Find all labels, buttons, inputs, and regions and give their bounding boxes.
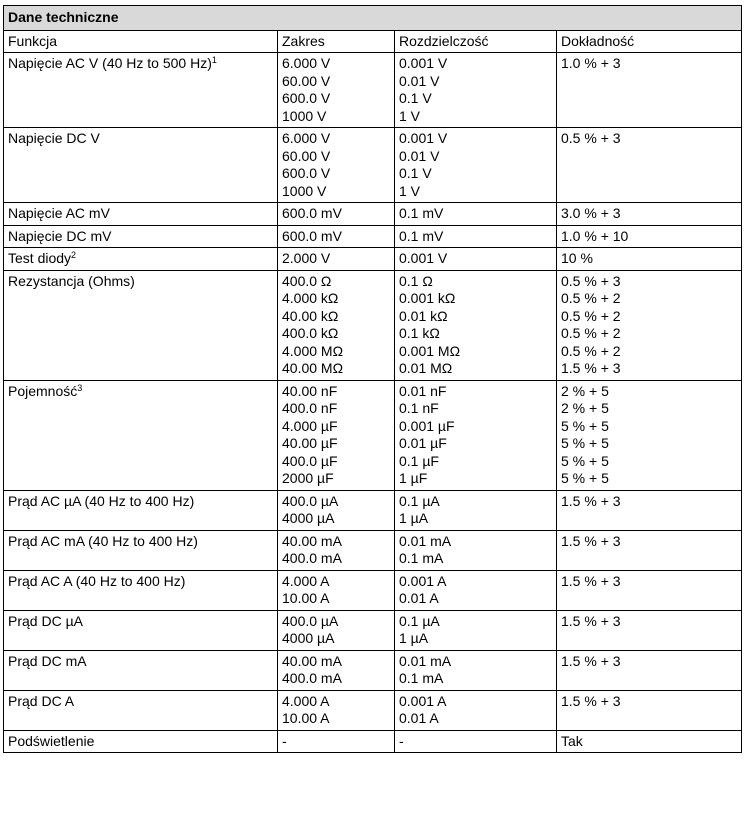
range-value: 400.0 mA <box>282 670 342 686</box>
range-value: 4.000 µF <box>282 417 338 434</box>
accuracy-cell <box>557 248 742 271</box>
function-label: Prąd AC A (40 Hz to 400 Hz) <box>8 572 186 589</box>
resolution-value: 0.1 µA <box>399 492 440 509</box>
range-cell <box>278 248 395 271</box>
range-value: 400.0 kΩ <box>282 325 339 341</box>
resolution-value: 1 µF <box>399 470 428 486</box>
resolution-value: 0.01 kΩ <box>399 307 448 324</box>
resolution-value: 0.1 mV <box>399 227 444 244</box>
accuracy-value: 5 % + 5 <box>561 417 609 434</box>
range-value: 60.00 V <box>282 147 331 164</box>
function-cell <box>4 270 278 380</box>
range-value: 2000 µF <box>282 470 334 486</box>
resolution-value: 0.1 µF <box>399 452 439 469</box>
range-cell <box>278 203 395 226</box>
accuracy-value: 5 % + 5 <box>561 452 609 469</box>
accuracy-value: 5 % + 5 <box>561 470 609 486</box>
resolution-value: 0.01 µF <box>399 435 447 451</box>
resolution-value: 0.01 MΩ <box>399 360 453 376</box>
resolution-value: 0.1 Ω <box>399 272 433 289</box>
range-value: 600.0 mV <box>282 227 342 244</box>
accuracy-value: 1.5 % + 3 <box>561 612 621 629</box>
range-value: 400.0 nF <box>282 400 338 416</box>
table-row <box>4 203 742 226</box>
accuracy-value: 2 % + 5 <box>561 400 609 416</box>
header-accuracy: Dokładność <box>557 30 742 53</box>
resolution-value: 0.01 A <box>399 590 439 606</box>
range-value: 4.000 A <box>282 572 330 589</box>
range-cell <box>278 128 395 203</box>
spec-table-body <box>4 6 742 753</box>
table-row <box>4 610 742 650</box>
table-row <box>4 225 742 248</box>
header-resolution: Rozdzielczość <box>395 30 557 53</box>
accuracy-cell <box>557 53 742 128</box>
range-value: 40.00 nF <box>282 382 338 399</box>
table-row <box>4 248 742 271</box>
footnote-marker: 3 <box>77 382 83 393</box>
resolution-value: 0.1 nF <box>399 400 439 416</box>
resolution-value: 0.001 kΩ <box>399 290 456 306</box>
range-value: 1000 V <box>282 182 327 199</box>
range-cell <box>278 380 395 490</box>
accuracy-cell <box>557 570 742 610</box>
resolution-value: 0.01 mA <box>399 652 452 669</box>
resolution-value: 0.01 mA <box>399 532 452 549</box>
range-cell <box>278 730 395 753</box>
accuracy-value: Tak <box>561 732 583 749</box>
title-row <box>4 6 742 31</box>
accuracy-value: 0.5 % + 2 <box>561 325 621 341</box>
resolution-cell <box>395 203 557 226</box>
range-value: 10.00 A <box>282 590 330 606</box>
resolution-cell <box>395 530 557 570</box>
range-cell <box>278 610 395 650</box>
range-value: 10.00 A <box>282 710 330 726</box>
function-cell <box>4 650 278 690</box>
header-row <box>4 30 742 53</box>
range-cell <box>278 270 395 380</box>
accuracy-cell <box>557 650 742 690</box>
resolution-value: 0.1 mA <box>399 550 444 566</box>
resolution-value: 0.001 V <box>399 130 448 146</box>
range-value: 4.000 kΩ <box>282 290 339 306</box>
function-label: Prąd AC mA (40 Hz to 400 Hz) <box>8 532 198 549</box>
resolution-cell <box>395 730 557 753</box>
table-row <box>4 380 742 490</box>
resolution-cell <box>395 270 557 380</box>
function-label: Prąd AC µA (40 Hz to 400 Hz) <box>8 492 195 509</box>
resolution-cell <box>395 128 557 203</box>
header-function: Funkcja <box>4 30 278 53</box>
range-value: 4000 µA <box>282 630 335 646</box>
function-cell <box>4 610 278 650</box>
accuracy-value: 0.5 % + 3 <box>561 272 621 289</box>
function-cell <box>4 203 278 226</box>
range-cell <box>278 650 395 690</box>
function-label: Pojemność <box>8 382 78 399</box>
function-cell <box>4 225 278 248</box>
range-value: 6.000 V <box>282 130 331 146</box>
accuracy-value: 1.5 % + 3 <box>561 360 621 376</box>
table-row <box>4 128 742 203</box>
table-row <box>4 690 742 730</box>
function-cell <box>4 570 278 610</box>
footnote-marker: 1 <box>211 55 217 65</box>
table-row <box>4 650 742 690</box>
resolution-value: 1 V <box>399 107 421 124</box>
function-label: Prąd DC mA <box>8 652 87 669</box>
accuracy-value: 1.5 % + 3 <box>561 492 621 509</box>
resolution-cell <box>395 610 557 650</box>
accuracy-value: 3.0 % + 3 <box>561 205 621 221</box>
function-cell <box>4 530 278 570</box>
accuracy-value: 1.0 % + 3 <box>561 55 621 71</box>
resolution-value: 0.1 V <box>399 165 432 181</box>
function-cell <box>4 730 278 753</box>
function-label: Napięcie DC V <box>8 130 100 146</box>
resolution-value: - <box>399 732 404 749</box>
function-label: Test diody <box>8 250 72 266</box>
range-value: 2.000 V <box>282 250 331 266</box>
accuracy-value: 2 % + 5 <box>561 382 609 399</box>
resolution-value: 0.01 nF <box>399 382 447 399</box>
accuracy-cell <box>557 203 742 226</box>
table-row <box>4 570 742 610</box>
function-cell <box>4 248 278 271</box>
function-cell <box>4 128 278 203</box>
accuracy-value: 1.5 % + 3 <box>561 532 621 549</box>
spec-table <box>3 5 742 753</box>
resolution-value: 0.1 mV <box>399 205 444 221</box>
table-row <box>4 490 742 530</box>
accuracy-value: 1.0 % + 10 <box>561 227 629 244</box>
function-cell <box>4 380 278 490</box>
resolution-cell <box>395 380 557 490</box>
resolution-cell <box>395 53 557 128</box>
range-value: 400.0 mA <box>282 550 342 566</box>
accuracy-value: 10 % <box>561 250 593 266</box>
accuracy-cell <box>557 270 742 380</box>
table-row <box>4 530 742 570</box>
accuracy-cell <box>557 730 742 753</box>
resolution-cell <box>395 570 557 610</box>
accuracy-cell <box>557 490 742 530</box>
accuracy-cell <box>557 380 742 490</box>
resolution-value: 0.1 kΩ <box>399 325 440 341</box>
function-label: Napięcie AC V (40 Hz to 500 Hz) <box>8 55 212 71</box>
range-value: 600.0 V <box>282 165 331 181</box>
range-cell <box>278 225 395 248</box>
resolution-cell <box>395 490 557 530</box>
range-cell <box>278 570 395 610</box>
function-cell <box>4 690 278 730</box>
accuracy-cell <box>557 225 742 248</box>
function-label: Napięcie AC mV <box>8 205 110 221</box>
range-value: 600.0 mV <box>282 205 342 221</box>
range-cell <box>278 53 395 128</box>
accuracy-value: 1.5 % + 3 <box>561 652 621 669</box>
range-value: - <box>282 732 287 749</box>
function-cell <box>4 490 278 530</box>
header-range: Zakres <box>278 30 395 53</box>
resolution-value: 0.001 V <box>399 55 448 71</box>
resolution-value: 0.1 V <box>399 90 432 106</box>
range-cell <box>278 490 395 530</box>
accuracy-cell <box>557 530 742 570</box>
range-value: 4.000 MΩ <box>282 342 344 359</box>
table-row <box>4 53 742 128</box>
resolution-cell <box>395 650 557 690</box>
resolution-value: 0.1 mA <box>399 670 444 686</box>
accuracy-value: 0.5 % + 2 <box>561 307 621 324</box>
table-title: Dane techniczne <box>4 6 742 31</box>
function-label: Napięcie DC mV <box>8 227 112 244</box>
resolution-value: 0.001 V <box>399 250 448 266</box>
range-value: 1000 V <box>282 107 327 124</box>
function-label: Prąd DC A <box>8 692 75 709</box>
resolution-value: 0.001 A <box>399 692 447 709</box>
function-label: Podświetlenie <box>8 732 95 749</box>
resolution-cell <box>395 690 557 730</box>
table-row <box>4 730 742 753</box>
range-value: 40.00 mA <box>282 532 342 549</box>
resolution-value: 1 µA <box>399 510 429 526</box>
range-cell <box>278 530 395 570</box>
range-cell <box>278 690 395 730</box>
range-value: 400.0 µF <box>282 452 338 469</box>
resolution-value: 0.01 V <box>399 72 440 89</box>
range-value: 400.0 Ω <box>282 272 332 289</box>
resolution-value: 1 V <box>399 182 421 199</box>
function-label: Prąd DC µA <box>8 612 83 629</box>
function-label: Rezystancja (Ohms) <box>8 272 135 289</box>
resolution-value: 0.1 µA <box>399 612 440 629</box>
resolution-value: 0.01 A <box>399 710 439 726</box>
accuracy-value: 1.5 % + 3 <box>561 692 621 709</box>
accuracy-value: 0.5 % + 2 <box>561 290 621 306</box>
resolution-cell <box>395 225 557 248</box>
range-value: 4000 µA <box>282 510 335 526</box>
range-value: 6.000 V <box>282 55 331 71</box>
range-value: 40.00 µF <box>282 435 338 451</box>
resolution-value: 1 µA <box>399 630 429 646</box>
resolution-value: 0.001 MΩ <box>399 342 461 359</box>
accuracy-cell <box>557 610 742 650</box>
accuracy-cell <box>557 690 742 730</box>
range-value: 4.000 A <box>282 692 330 709</box>
range-value: 40.00 MΩ <box>282 360 344 376</box>
range-value: 40.00 kΩ <box>282 307 339 324</box>
accuracy-value: 5 % + 5 <box>561 435 609 451</box>
range-value: 400.0 µA <box>282 612 339 629</box>
function-cell <box>4 53 278 128</box>
resolution-value: 0.001 µF <box>399 417 455 434</box>
accuracy-cell <box>557 128 742 203</box>
range-value: 400.0 µA <box>282 492 339 509</box>
footnote-marker: 2 <box>71 250 77 260</box>
resolution-value: 0.001 A <box>399 572 447 589</box>
range-value: 60.00 V <box>282 72 331 89</box>
table-row <box>4 270 742 380</box>
range-value: 600.0 V <box>282 90 331 106</box>
accuracy-value: 1.5 % + 3 <box>561 572 621 589</box>
range-value: 40.00 mA <box>282 652 342 669</box>
accuracy-value: 0.5 % + 2 <box>561 342 621 359</box>
resolution-cell <box>395 248 557 271</box>
resolution-value: 0.01 V <box>399 147 440 164</box>
accuracy-value: 0.5 % + 3 <box>561 130 621 146</box>
